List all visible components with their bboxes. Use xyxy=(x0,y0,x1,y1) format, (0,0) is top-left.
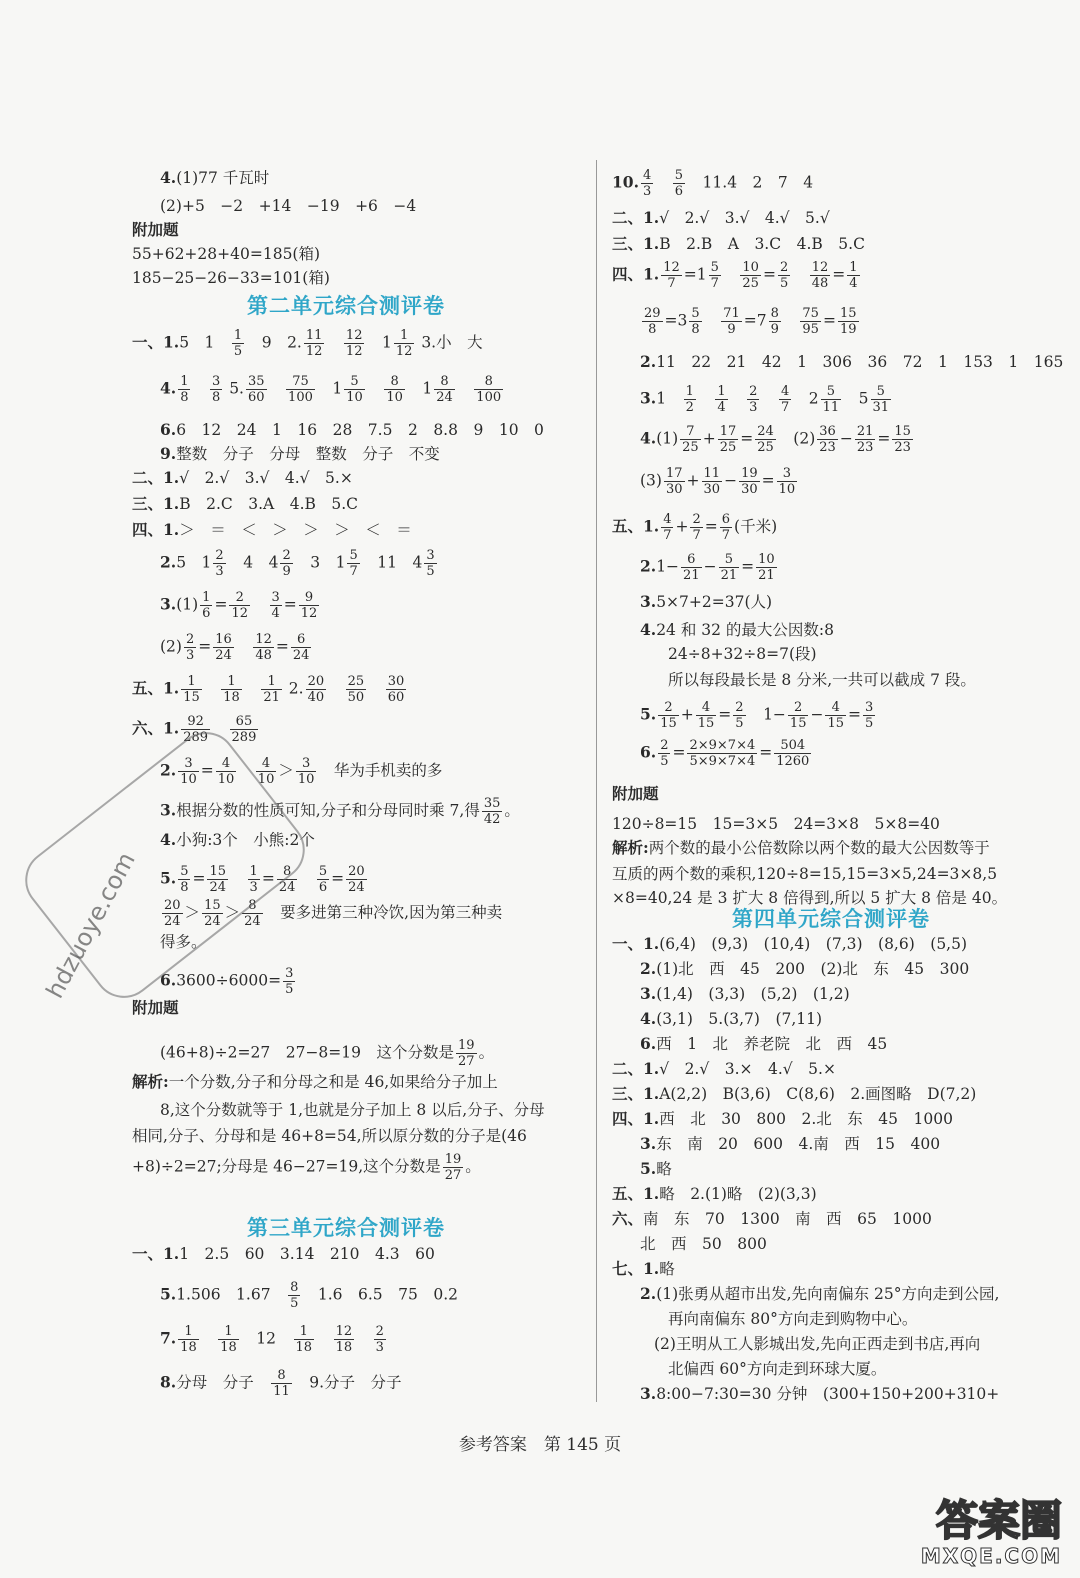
watermark-stamp xyxy=(0,700,330,1030)
fraction: $\frac{2}{5}$ xyxy=(735,700,744,731)
fraction: $\frac{1}{2}$ xyxy=(685,384,694,415)
fraction: $\frac{2}{15}$ xyxy=(789,700,807,731)
fraction: $\frac{6}{21}$ xyxy=(683,552,700,583)
answer-line: 二、1.√ 2.√ 3.√ 4.√ 5.× xyxy=(132,468,353,487)
answer-line: (46+8)÷2=27 27−8=19 这个分数是 $\frac{19}{27}$ 。 xyxy=(160,1038,495,1069)
fraction: $\frac{1}{3}$ xyxy=(249,864,258,895)
fraction: $\frac{15}{24}$ xyxy=(209,864,227,895)
fraction: $\frac{12}{12}$ xyxy=(345,328,363,359)
fraction: $\frac{12}{7}$ xyxy=(663,260,680,291)
fraction: $\frac{3}{10}$ xyxy=(180,756,197,787)
fraction: $\frac{2}{5}$ xyxy=(660,738,669,769)
answer-line: 三、1.A(2,2) B(3,6) C(8,6) 2.画图略 D(7,2) xyxy=(612,1084,977,1103)
answer-line: 5. $\frac{2}{15}$ + $\frac{4}{15}$ = $\frac{2}{5}$ 1− $\frac{2}{15}$ − $\frac{4}{15}$ = $\frac{3}{5}$ xyxy=(640,700,874,731)
answer-line: 3.东 南 20 600 4.南 西 15 400 xyxy=(640,1134,941,1153)
fraction: $\frac{12}{48}$ xyxy=(255,632,272,663)
answer-line: 五、1.略 2.(1)略 (2)(3,3) xyxy=(612,1184,817,1203)
fraction: $\frac{3}{4}$ xyxy=(271,590,280,621)
fraction: $\frac{8}{10}$ xyxy=(386,374,403,405)
fraction: $\frac{2\times 9\times 7\times 4}{5\times 9\times 7\times 4}$ xyxy=(689,738,756,769)
fraction: $\frac{16}{24}$ xyxy=(215,632,232,663)
answer-line: 北 西 50 800 xyxy=(640,1235,767,1253)
answer-line: 北偏西 60°方向走到环球大厦。 xyxy=(668,1360,887,1378)
unit-title: 第三单元综合测评卷 xyxy=(247,1216,445,1240)
fraction: $\frac{1}{4}$ xyxy=(717,384,726,415)
answer-line: 解析:一个分数,分子和分母之和是 46,如果给分子加上 xyxy=(132,1072,498,1091)
fraction: $\frac{2}{3}$ xyxy=(749,384,758,415)
fraction: $\frac{17}{25}$ xyxy=(719,424,737,455)
answer-line: 3.(1) $\frac{1}{6}$ = $\frac{2}{12}$ $\frac{3}{4}$ = $\frac{9}{12}$ xyxy=(160,590,318,621)
answer-line: ×8=40,24 是 3 扩大 8 倍得到,所以 5 扩大 8 倍是 40。 xyxy=(612,889,1008,907)
fraction: $\frac{3}{5}$ xyxy=(285,966,294,997)
answer-line: 2.11 22 21 42 1 306 36 72 1 153 1 165 xyxy=(640,352,1064,371)
answer-line: 2.5 1 $\frac{2}{3}$ 4 4 $\frac{2}{9}$ 3 1 $\frac{5}{7}$ 11 4 $\frac{3}{5}$ xyxy=(160,548,435,579)
fraction: $\frac{8}{5}$ xyxy=(290,1280,299,1311)
section-heading: 附加题 xyxy=(612,784,659,803)
fraction: $\frac{21}{23}$ xyxy=(856,424,874,455)
answer-line: 二、1.√ 2.√ 3.× 4.√ 5.× xyxy=(612,1059,836,1078)
answer-line: 3.根据分数的性质可知,分子和分母同时乘 7,得 $\frac{35}{42}$ 。 xyxy=(160,796,520,827)
answer-line: 2. $\frac{3}{10}$ = $\frac{4}{10}$ $\frac{4}{10}$ ＞ $\frac{3}{10}$ 华为手机卖的多 xyxy=(160,756,443,787)
fraction: $\frac{5}{8}$ xyxy=(180,864,189,895)
answer-line: 10. $\frac{4}{3}$ $\frac{5}{6}$ 11.4 2 7 4 xyxy=(612,168,814,199)
fraction: $\frac{12}{18}$ xyxy=(335,1324,353,1355)
fraction: $\frac{20}{40}$ xyxy=(307,674,325,705)
fraction: $\frac{10}{25}$ xyxy=(742,260,759,291)
fraction: $\frac{8}{9}$ xyxy=(770,306,779,337)
fraction: $\frac{71}{9}$ xyxy=(723,306,740,337)
fraction: $\frac{5}{10}$ xyxy=(346,374,363,405)
fraction: $\frac{19}{27}$ xyxy=(458,1038,475,1069)
fraction: $\frac{15}{19}$ xyxy=(839,306,857,337)
fraction: $\frac{17}{30}$ xyxy=(665,466,683,497)
fraction: $\frac{1}{4}$ xyxy=(849,260,858,291)
fraction: $\frac{4}{7}$ xyxy=(663,512,672,543)
fraction: $\frac{3}{5}$ xyxy=(426,548,435,579)
answer-line: 3.8:00−7:30=30 分钟 (300+150+200+310+ xyxy=(640,1384,1000,1403)
fraction: $\frac{75}{95}$ xyxy=(802,306,819,337)
answer-line: 120÷8=15 15=3×5 24=3×8 5×8=40 xyxy=(612,815,940,833)
fraction: $\frac{1}{8}$ xyxy=(180,374,189,405)
fraction: $\frac{11}{30}$ xyxy=(703,466,721,497)
fraction: $\frac{8}{11}$ xyxy=(273,1368,290,1399)
answer-line: 55+62+28+40=185(箱) xyxy=(132,245,321,263)
fraction: $\frac{4}{10}$ xyxy=(257,756,275,787)
answer-line: 二、1.√ 2.√ 3.√ 4.√ 5.√ xyxy=(612,208,830,227)
answer-line: 4. $\frac{1}{8}$ $\frac{3}{8}$ 5. $\frac{35}{60}$ $\frac{75}{100}$ 1 $\frac{5}{10}$ $\frac{8}{10}$ 1 $\frac{8}{24}$ $\frac{8}{100}$ xyxy=(160,374,502,405)
answer-line: 3.5×7+2=37(人) xyxy=(640,592,773,611)
answer-line: 6.6 12 24 1 16 28 7.5 2 8.8 9 10 0 xyxy=(160,420,544,439)
fraction: $\frac{36}{23}$ xyxy=(819,424,836,455)
fraction: $\frac{3}{8}$ xyxy=(211,374,221,405)
fraction: $\frac{35}{42}$ xyxy=(483,796,501,827)
fraction: $\frac{3}{10}$ xyxy=(297,756,315,787)
fraction: $\frac{3}{5}$ xyxy=(865,700,874,731)
answer-line: 所以每段最长是 8 分米,一共可以截成 7 段。 xyxy=(668,671,976,689)
answer-line: 4.(1)77 千瓦时 xyxy=(160,168,270,187)
answer-line: 6. $\frac{2}{5}$ = $\frac{2\times 9\times 7\times 4}{5\times 9\times 7\times 4}$ = $\frac{504}{1260}$ xyxy=(640,738,810,769)
fraction: $\frac{1}{5}$ xyxy=(233,328,243,359)
section-heading: 附加题 xyxy=(132,220,179,239)
fraction: $\frac{4}{3}$ xyxy=(642,168,652,199)
answer-line: (2)+5 −2 +14 −19 +6 −4 xyxy=(160,197,417,215)
fraction: $\frac{1}{18}$ xyxy=(220,1324,237,1355)
fraction: $\frac{2}{12}$ xyxy=(231,590,248,621)
answer-line: 5.1.506 1.67 $\frac{8}{5}$ 1.6 6.5 75 0.2 xyxy=(160,1280,459,1311)
fraction: $\frac{20}{24}$ xyxy=(348,864,365,895)
fraction: $\frac{1}{12}$ xyxy=(395,328,413,359)
fraction: $\frac{35}{60}$ xyxy=(247,374,265,405)
answer-line: 再向南偏东 80°方向走到购物中心。 xyxy=(668,1310,918,1328)
answer-line: 4.24 和 32 的最大公因数:8 xyxy=(640,620,834,639)
brand-logo-text: 答案圈 xyxy=(935,1496,1062,1545)
fraction: $\frac{1}{18}$ xyxy=(223,674,240,705)
answer-line: 4.小狗:3个 小熊:2个 xyxy=(160,830,315,849)
answer-line: 5.略 xyxy=(640,1159,672,1178)
fraction: $\frac{1}{18}$ xyxy=(295,1324,313,1355)
fraction: $\frac{9}{12}$ xyxy=(300,590,318,621)
answer-line: 解析:两个数的最小公倍数除以两个数的最大公因数等于 xyxy=(612,838,990,857)
fraction: $\frac{19}{27}$ xyxy=(444,1152,462,1183)
column-divider xyxy=(596,160,597,1402)
fraction: $\frac{1}{18}$ xyxy=(180,1324,197,1355)
answer-line: 六、1. $\frac{92}{289}$ $\frac{65}{289}$ xyxy=(132,714,257,745)
answer-line: 4.(1) $\frac{7}{25}$ + $\frac{17}{25}$ = $\frac{24}{25}$ (2) $\frac{36}{23}$ − $\frac{21}{23}$ = $\frac{15}{23}$ xyxy=(640,424,911,455)
answer-line: 互质的两个数的乘积,120÷8=15,15=3×5,24=3×8,5 xyxy=(612,865,998,883)
fraction: $\frac{92}{289}$ xyxy=(183,714,209,745)
answer-line: 2.(1)北 西 45 200 (2)北 东 45 300 xyxy=(640,959,970,978)
fraction: $\frac{1}{15}$ xyxy=(183,674,200,705)
answer-line: 一、1.5 1 $\frac{1}{5}$ 9 2. $\frac{11}{12}$ $\frac{12}{12}$ 1 $\frac{1}{12}$ 3.小 大 xyxy=(132,328,483,359)
fraction: $\frac{5}{7}$ xyxy=(710,260,719,291)
fraction: $\frac{30}{60}$ xyxy=(387,674,405,705)
fraction: $\frac{504}{1260}$ xyxy=(776,738,810,769)
page-footer: 参考答案 第 145 页 xyxy=(458,1435,622,1455)
fraction: $\frac{5}{6}$ xyxy=(674,168,684,199)
fraction: $\frac{2}{9}$ xyxy=(282,548,291,579)
answer-line: 3.1 $\frac{1}{2}$ $\frac{1}{4}$ $\frac{2}{3}$ $\frac{4}{7}$ 2 $\frac{5}{11}$ 5 $\frac{5}{31}$ xyxy=(640,384,890,415)
fraction: $\frac{5}{11}$ xyxy=(822,384,840,415)
answer-line: 七、1.略 xyxy=(612,1259,675,1278)
answer-line: 7. $\frac{1}{18}$ $\frac{1}{18}$ 12 $\frac{1}{18}$ $\frac{12}{18}$ $\frac{2}{3}$ xyxy=(160,1324,384,1355)
fraction: $\frac{5}{7}$ xyxy=(349,548,358,579)
watermark-url: hdzuoye.com xyxy=(40,847,141,1003)
answer-line: 5. $\frac{5}{8}$ = $\frac{15}{24}$ $\frac{1}{3}$ = $\frac{8}{24}$ $\frac{5}{6}$ = $\frac{20}{24}$ xyxy=(160,864,365,895)
answer-line: 4.(3,1) 5.(3,7) (7,11) xyxy=(640,1009,823,1028)
fraction: $\frac{20}{24}$ xyxy=(164,898,181,929)
fraction: $\frac{5}{6}$ xyxy=(318,864,328,895)
answer-line: 六、南 东 70 1300 南 西 65 1000 xyxy=(612,1209,932,1228)
fraction: $\frac{1}{21}$ xyxy=(263,674,280,705)
fraction: $\frac{4}{10}$ xyxy=(217,756,235,787)
fraction: $\frac{75}{100}$ xyxy=(288,374,313,405)
answer-line: 2.1− $\frac{6}{21}$ − $\frac{5}{21}$ = $\frac{10}{21}$ xyxy=(640,552,775,583)
answer-line: 四、1. $\frac{12}{7}$ =1 $\frac{5}{7}$ $\frac{10}{25}$ = $\frac{2}{5}$ $\frac{12}{48}$ = $\frac{1}{4}$ xyxy=(612,260,858,291)
fraction: $\frac{4}{15}$ xyxy=(827,700,845,731)
fraction: $\frac{29}{8}$ xyxy=(644,306,661,337)
answer-line: 一、1.1 2.5 60 3.14 210 4.3 60 xyxy=(132,1244,435,1263)
fraction: $\frac{25}{50}$ xyxy=(347,674,365,705)
answer-line: +8)÷2=27;分母是 46−27=19,这个分数是 $\frac{19}{27}$ 。 xyxy=(132,1152,481,1183)
fraction: $\frac{2}{15}$ xyxy=(660,700,677,731)
section-heading: 附加题 xyxy=(132,998,179,1017)
answer-line: 185−25−26−33=101(箱) xyxy=(132,269,330,287)
fraction: $\frac{5}{21}$ xyxy=(720,552,738,583)
fraction: $\frac{8}{24}$ xyxy=(436,374,453,405)
answer-line: 五、1. $\frac{4}{7}$ + $\frac{2}{7}$ = $\frac{6}{7}$ (千米) xyxy=(612,512,778,543)
answer-line: 得多。 xyxy=(160,933,207,951)
fraction: $\frac{5}{31}$ xyxy=(872,384,890,415)
answer-line: (2) $\frac{2}{3}$ = $\frac{16}{24}$ $\frac{12}{48}$ = $\frac{6}{24}$ xyxy=(160,632,310,663)
fraction: $\frac{8}{100}$ xyxy=(476,374,502,405)
answer-line: 三、1.B 2.C 3.A 4.B 5.C xyxy=(132,494,359,513)
answer-line: 一、1.(6,4) (9,3) (10,4) (7,3) (8,6) (5,5) xyxy=(612,934,968,953)
fraction: $\frac{19}{30}$ xyxy=(741,466,758,497)
answer-line: 相同,分子、分母和是 46+8=54,所以原分数的分子是(46 xyxy=(132,1127,527,1145)
fraction: $\frac{5}{8}$ xyxy=(691,306,700,337)
answer-line: $\frac{29}{8}$ =3 $\frac{5}{8}$ $\frac{71}{9}$ =7 $\frac{8}{9}$ $\frac{75}{95}$ = $\frac{15}{19}$ xyxy=(644,306,857,337)
answer-line: 3.(1,4) (3,3) (5,2) (1,2) xyxy=(640,984,850,1003)
fraction: $\frac{6}{7}$ xyxy=(721,512,731,543)
answer-line: 8.分母 分子 $\frac{8}{11}$ 9.分子 分子 xyxy=(160,1368,402,1399)
fraction: $\frac{11}{12}$ xyxy=(305,328,323,359)
fraction: $\frac{6}{24}$ xyxy=(292,632,310,663)
fraction: $\frac{2}{3}$ xyxy=(215,548,224,579)
fraction: $\frac{15}{23}$ xyxy=(894,424,911,455)
brand-logo xyxy=(862,1498,1062,1568)
answer-line: 四、1.西 北 30 800 2.北 东 45 1000 xyxy=(612,1109,953,1128)
answer-line: 6.3600÷6000= $\frac{3}{5}$ xyxy=(160,966,294,997)
answer-line: (2)王明从工人影城出发,先向正西走到书店,再向 xyxy=(654,1335,981,1353)
answer-line: 9.整数 分子 分母 整数 分子 不变 xyxy=(160,444,440,463)
unit-title: 第二单元综合测评卷 xyxy=(247,294,445,318)
answer-line: $\frac{20}{24}$ ＞ $\frac{15}{24}$ ＞ $\frac{8}{24}$ 要多进第三种冷饮,因为第三种卖 xyxy=(164,898,503,929)
brand-url: MXQE.COM xyxy=(920,1544,1062,1568)
answer-line: 24÷8+32÷8=7(段) xyxy=(668,645,817,663)
fraction: $\frac{7}{25}$ xyxy=(682,424,699,455)
fraction: $\frac{3}{10}$ xyxy=(778,466,796,497)
unit-title: 第四单元综合测评卷 xyxy=(732,907,930,931)
answer-line: 8,这个分数就等于 1,也就是分子加上 8 以后,分子、分母 xyxy=(160,1101,545,1119)
fraction: $\frac{24}{25}$ xyxy=(757,424,774,455)
answer-line: 2.(1)张勇从超市出发,先向南偏东 25°方向走到公园, xyxy=(640,1284,1000,1303)
fraction: $\frac{1}{6}$ xyxy=(202,590,211,621)
fraction: $\frac{4}{15}$ xyxy=(697,700,715,731)
answer-line: 五、1. $\frac{1}{15}$ $\frac{1}{18}$ $\frac{1}{21}$ 2. $\frac{20}{40}$ $\frac{25}{50}$ $\frac{30}{60}$ xyxy=(132,674,405,705)
fraction: $\frac{10}{21}$ xyxy=(758,552,775,583)
fraction: $\frac{12}{48}$ xyxy=(811,260,829,291)
fraction: $\frac{15}{24}$ xyxy=(204,898,221,929)
fraction: $\frac{2}{3}$ xyxy=(185,632,195,663)
answer-line: (3) $\frac{17}{30}$ + $\frac{11}{30}$ − $\frac{19}{30}$ = $\frac{3}{10}$ xyxy=(640,466,796,497)
fraction: $\frac{4}{7}$ xyxy=(780,384,790,415)
fraction: $\frac{8}{24}$ xyxy=(244,898,261,929)
fraction: $\frac{2}{3}$ xyxy=(375,1324,384,1355)
fraction: $\frac{8}{24}$ xyxy=(278,864,296,895)
answer-line: 三、1.B 2.B A 3.C 4.B 5.C xyxy=(612,234,865,253)
fraction: $\frac{65}{289}$ xyxy=(231,714,257,745)
answer-line: 6.西 1 北 养老院 北 西 45 xyxy=(640,1034,888,1053)
fraction: $\frac{2}{7}$ xyxy=(692,512,701,543)
answer-line: 四、1.＞ ＝ ＜ ＞ ＞ ＞ ＜ ＝ xyxy=(132,520,412,539)
fraction: $\frac{2}{5}$ xyxy=(779,260,789,291)
